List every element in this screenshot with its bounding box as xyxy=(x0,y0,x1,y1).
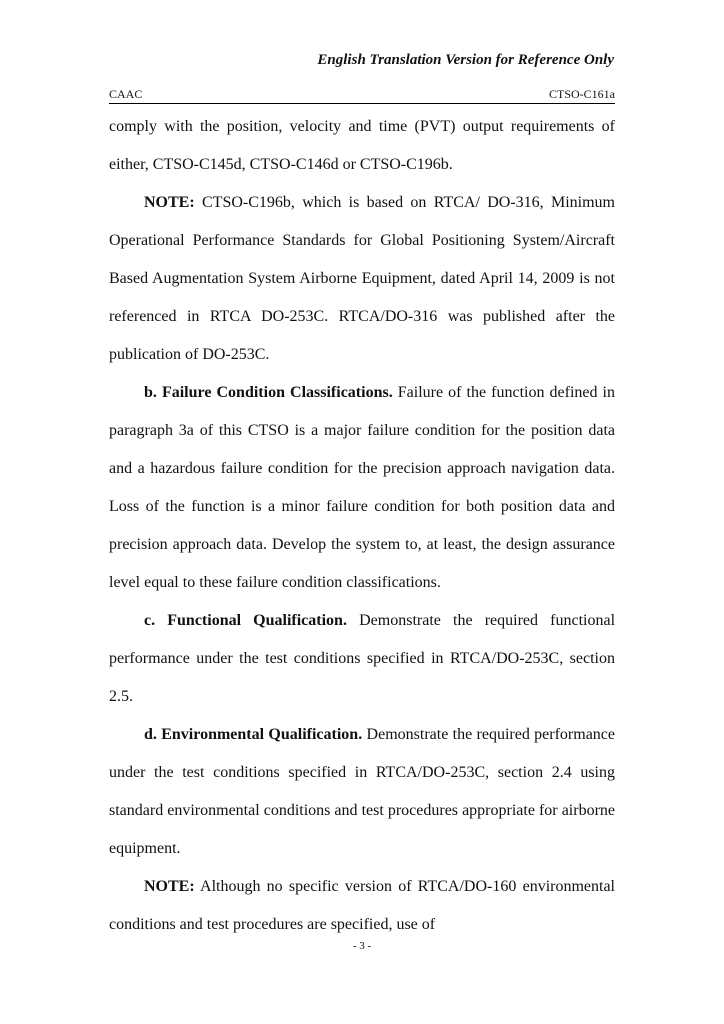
page-header xyxy=(109,87,615,104)
section-b-paragraph xyxy=(109,374,615,602)
section-d-heading: d. Environmental Qualification. xyxy=(144,726,363,743)
continuation-paragraph: comply with the position, velocity and time (PVT) output requirements of either, CTSO-C145d, CTSO-C146d or CTSO-C196b. xyxy=(109,118,615,173)
section-b-heading: b. Failure Condition Classifications. xyxy=(144,384,393,401)
section-c-paragraph xyxy=(109,602,615,716)
section-b-text: Failure of the function defined in paragraph 3a of this CTSO is a major failure condition for the position data and a hazardous failure condition for the precision approach navigation data. Loss of the function is a minor failure condition for both position data and precision approach data. Develop the system to, at least, the design assurance level equal to these failure condition classifications. xyxy=(109,384,616,591)
page-number: - 3 - xyxy=(352,940,372,952)
note-text-2: Although no specific version of RTCA/DO-160 environmental conditions and test procedures are specified, use of xyxy=(109,878,615,933)
header-doc-id: CTSO-C161a xyxy=(549,87,615,101)
document-body xyxy=(109,108,615,944)
note-paragraph-2 xyxy=(109,868,615,944)
section-c-heading: c. Functional Qualification. xyxy=(144,612,347,629)
header-org: CAAC xyxy=(109,87,143,101)
section-d-text: Demonstrate the required performance under the test conditions specified in RTCA/DO-253C, section 2.4 using standard environmental conditions and test procedures appropriate for airborne equipment. xyxy=(109,726,616,857)
section-c-text: Demonstrate the required functional performance under the test conditions specified in RTCA/DO-253C, section 2.5. xyxy=(109,612,616,705)
translation-banner: English Translation Version for Reference Only xyxy=(317,52,614,68)
note-label: NOTE: xyxy=(144,194,195,211)
note-paragraph-1 xyxy=(109,184,615,374)
note-label-2: NOTE: xyxy=(144,878,195,895)
note-text: CTSO-C196b, which is based on RTCA/ DO-316, Minimum Operational Performance Standards for Global Positioning System/Aircraft Based Augmentation System Airborne Equipment, dated April 14, 2009 is not referenced in RTCA DO-253C. RTCA/DO-316 was published after the publication of DO-253C. xyxy=(109,194,615,363)
section-d-paragraph xyxy=(109,716,615,868)
